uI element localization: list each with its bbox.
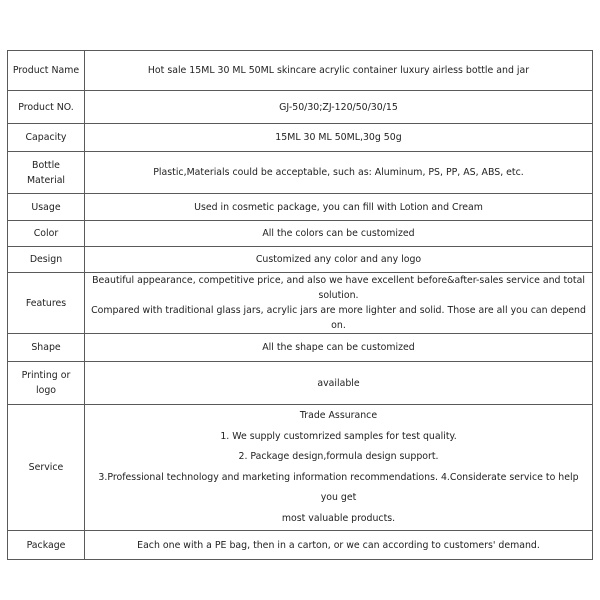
value-service bbox=[85, 405, 593, 531]
label-design: Design bbox=[8, 247, 85, 273]
value-design: Customized any color and any logo bbox=[85, 247, 593, 273]
table-row bbox=[8, 531, 593, 560]
features-line: Beautiful appearance, competitive price, and also we have excellent before&after-sales service and total solution. bbox=[92, 275, 585, 301]
service-line: 2. Package design,formula design support. bbox=[238, 451, 439, 462]
value-product-name: Hot sale 15ML 30 ML 50ML skincare acrylic container luxury airless bottle and jar bbox=[85, 51, 593, 91]
service-line: 3.Professional technology and marketing information recommendations. 4.Considerate service to help you get bbox=[98, 471, 579, 503]
service-line: 1. We supply customrized samples for test quality. bbox=[220, 430, 457, 442]
label-capacity: Capacity bbox=[8, 124, 85, 152]
value-product-no: GJ-50/30;ZJ-120/50/30/15 bbox=[85, 91, 593, 124]
table-row bbox=[8, 405, 593, 531]
service-line: Trade Assurance bbox=[299, 410, 378, 421]
label-color: Color bbox=[8, 221, 85, 247]
product-spec-table bbox=[7, 50, 593, 560]
table-row bbox=[8, 91, 593, 124]
label-shape: Shape bbox=[8, 334, 85, 362]
table-row bbox=[8, 194, 593, 221]
label-service: Service bbox=[8, 405, 85, 531]
table-row bbox=[8, 362, 593, 405]
table-row bbox=[8, 221, 593, 247]
value-printing-or-logo: available bbox=[85, 362, 593, 405]
features-line: Compared with traditional glass jars, acrylic jars are more lighter and solid. Those are all you can depend on. bbox=[91, 305, 586, 331]
value-usage: Used in cosmetic package, you can fill with Lotion and Cream bbox=[85, 194, 593, 221]
value-package: Each one with a PE bag, then in a carton, or we can according to customers' demand. bbox=[85, 531, 593, 560]
table-row bbox=[8, 124, 593, 152]
value-shape: All the shape can be customized bbox=[85, 334, 593, 362]
label-features: Features bbox=[8, 273, 85, 334]
label-product-no: Product NO. bbox=[8, 91, 85, 124]
table-row bbox=[8, 247, 593, 273]
value-capacity: 15ML 30 ML 50ML,30g 50g bbox=[85, 124, 593, 152]
label-printing-or-logo: Printing or logo bbox=[8, 362, 85, 405]
table-row bbox=[8, 152, 593, 194]
table-row bbox=[8, 51, 593, 91]
service-line: most valuable products. bbox=[281, 512, 396, 524]
table-row bbox=[8, 273, 593, 334]
label-bottle-material: Bottle Material bbox=[8, 152, 85, 194]
value-features bbox=[85, 273, 593, 334]
label-product-name: Product Name bbox=[8, 51, 85, 91]
value-bottle-material: Plastic,Materials could be acceptable, such as: Aluminum, PS, PP, AS, ABS, etc. bbox=[85, 152, 593, 194]
value-color: All the colors can be customized bbox=[85, 221, 593, 247]
table-row bbox=[8, 334, 593, 362]
label-usage: Usage bbox=[8, 194, 85, 221]
label-package: Package bbox=[8, 531, 85, 560]
